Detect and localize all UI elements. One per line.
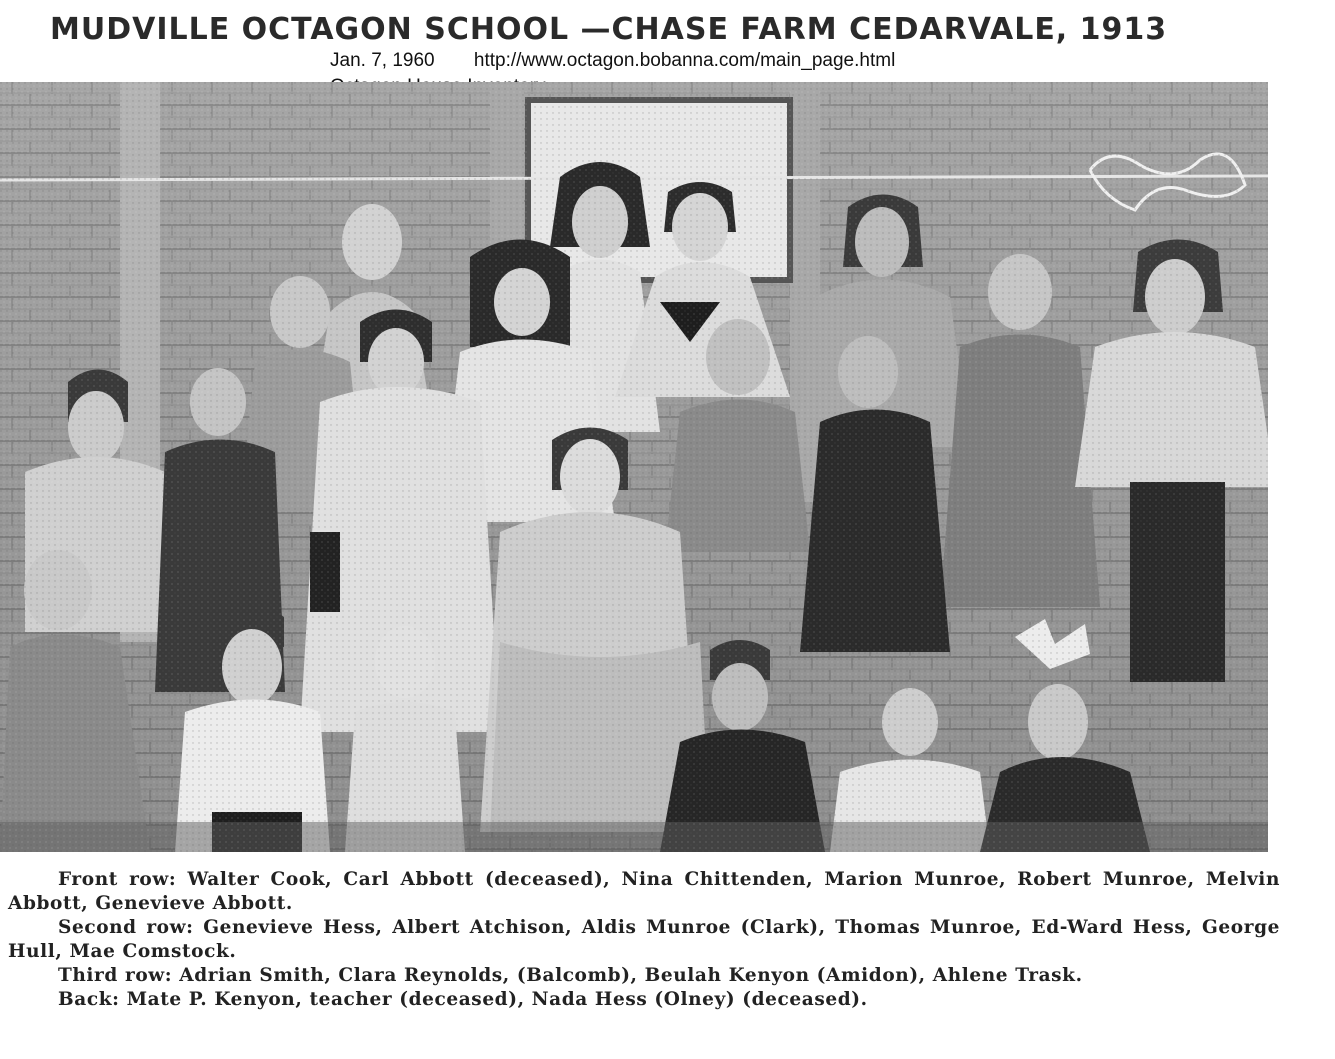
stamp-date: Jan. 7, 1960	[330, 50, 435, 71]
caption-second-row: Second row: Genevieve Hess, Albert Atchison, Aldis Munroe (Clark), Thomas Munroe, Ed-Ward Hess, George Hull, Mae Comstock.	[8, 917, 1280, 962]
caption-third-row: Third row: Adrian Smith, Clara Reynolds, (Balcomb), Beulah Kenyon (Amidon), Ahlene Trask.	[58, 965, 1083, 986]
photo-illustration	[0, 82, 1268, 852]
photo-caption	[8, 868, 1280, 1012]
stamp-line-1	[330, 48, 895, 74]
stamp-url[interactable]: http://www.octagon.bobanna.com/main_page.html	[473, 50, 896, 71]
caption-back-row: Back: Mate P. Kenyon, teacher (deceased), Nada Hess (Olney) (deceased).	[58, 989, 868, 1010]
class-photo	[0, 82, 1268, 852]
caption-front-row: Front row: Walter Cook, Carl Abbott (deceased), Nina Chittenden, Marion Munroe, Robert Munroe, Melvin Abbott, Genevieve Abbott.	[8, 869, 1280, 914]
headline: MUDVILLE OCTAGON SCHOOL —CHASE FARM CEDARVALE, 1913	[50, 12, 1168, 47]
